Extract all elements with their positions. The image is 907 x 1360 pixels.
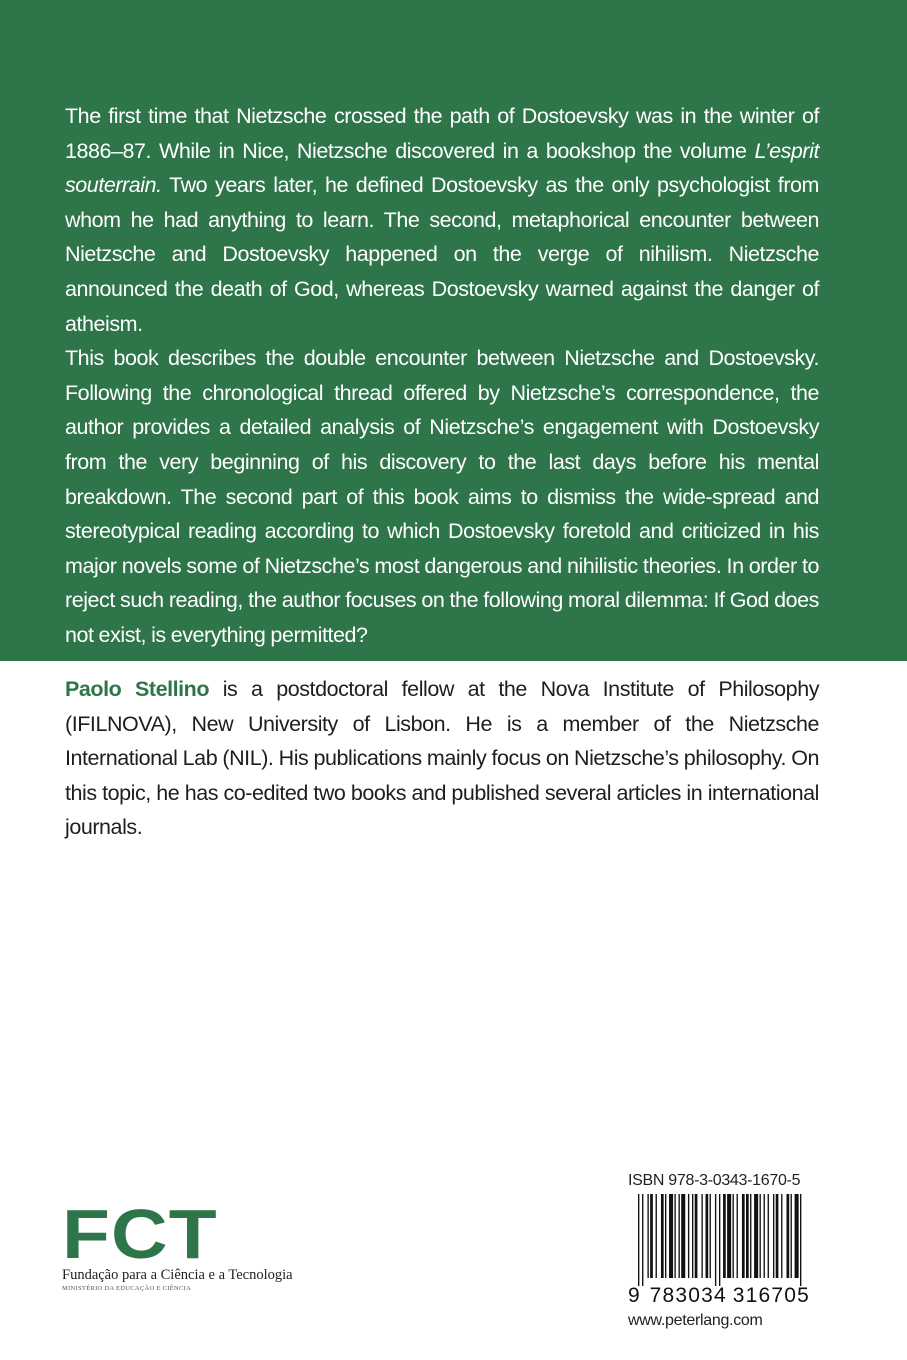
- fct-logo: [62, 1195, 322, 1292]
- fct-logo-name: Fundação para a Ciência e a Tecnologia: [62, 1267, 293, 1283]
- barcode-digits: [628, 1284, 810, 1308]
- barcode-digit-lead: 9: [628, 1284, 640, 1307]
- barcode-icon: [628, 1194, 810, 1286]
- fct-logo-letters: FCT: [62, 1195, 218, 1273]
- blurb-paragraph-1: [65, 99, 819, 341]
- blurb-paragraph-2: This book describes the double encounter between Nietzsche and Dostoevsky. Following the chronological thread offered by Nietzsche’s correspondence, the author provides a detailed analysis of Nietzsche’s engagement with Dostoevsky from the very beginning of his discovery to the last days before his mental breakdown. The second part of this book aims to dismiss the wide-spread and stereotypical reading according to which Dostoevsky foretold and criticized in his major novels some of Nietzsche’s most dangerous and nihilistic theories. In order to reject such reading, the author focuses on the following moral dilemma: If God does not exist, is everything permitted?: [65, 346, 819, 647]
- barcode-digits-right: 316705: [732, 1284, 810, 1307]
- author-name: Paolo Stellino: [65, 677, 210, 701]
- author-bio-text: is a postdoctoral fellow at the Nova Institute of Philosophy (IFILNOVA), New University of Lisbon. He is a member of the Nietzsche International Lab (NIL). His publications mainly focus on Nietzsche’s philosophy. On this topic, he has co-edited two books and published several articles in international journals.: [65, 677, 819, 840]
- book-title-italic: L’esprit souterrain.: [65, 138, 819, 198]
- barcode-digits-left: 783034: [649, 1284, 727, 1307]
- blurb-p1-end: Two years later, he defined Dostoevsky as the only psychologist from whom he had anything to learn. The second, metaphorical encounter between Nietzsche and Dostoevsky happened on the verge of nihilism. Nietzsche announced the death of God, whereas Dostoevsky warned against the danger of atheism.: [65, 173, 819, 336]
- back-cover-blurb: [65, 99, 819, 653]
- author-bio: [65, 672, 819, 845]
- isbn-label: ISBN 978-3-0343-1670-5: [628, 1172, 801, 1189]
- green-panel: [0, 0, 907, 661]
- blurb-p1-start: The first time that Nietzsche crossed the path of Dostoevsky was in the winter of 1886–87. While in Nice, Nietzsche discovered in a bookshop the volume: [65, 104, 819, 163]
- publisher-url: www.peterlang.com: [628, 1312, 763, 1329]
- fct-logo-ministry: MINISTÉRIO DA EDUCAÇÃO E CIÊNCIA: [62, 1285, 192, 1292]
- isbn-block: [628, 1172, 810, 1330]
